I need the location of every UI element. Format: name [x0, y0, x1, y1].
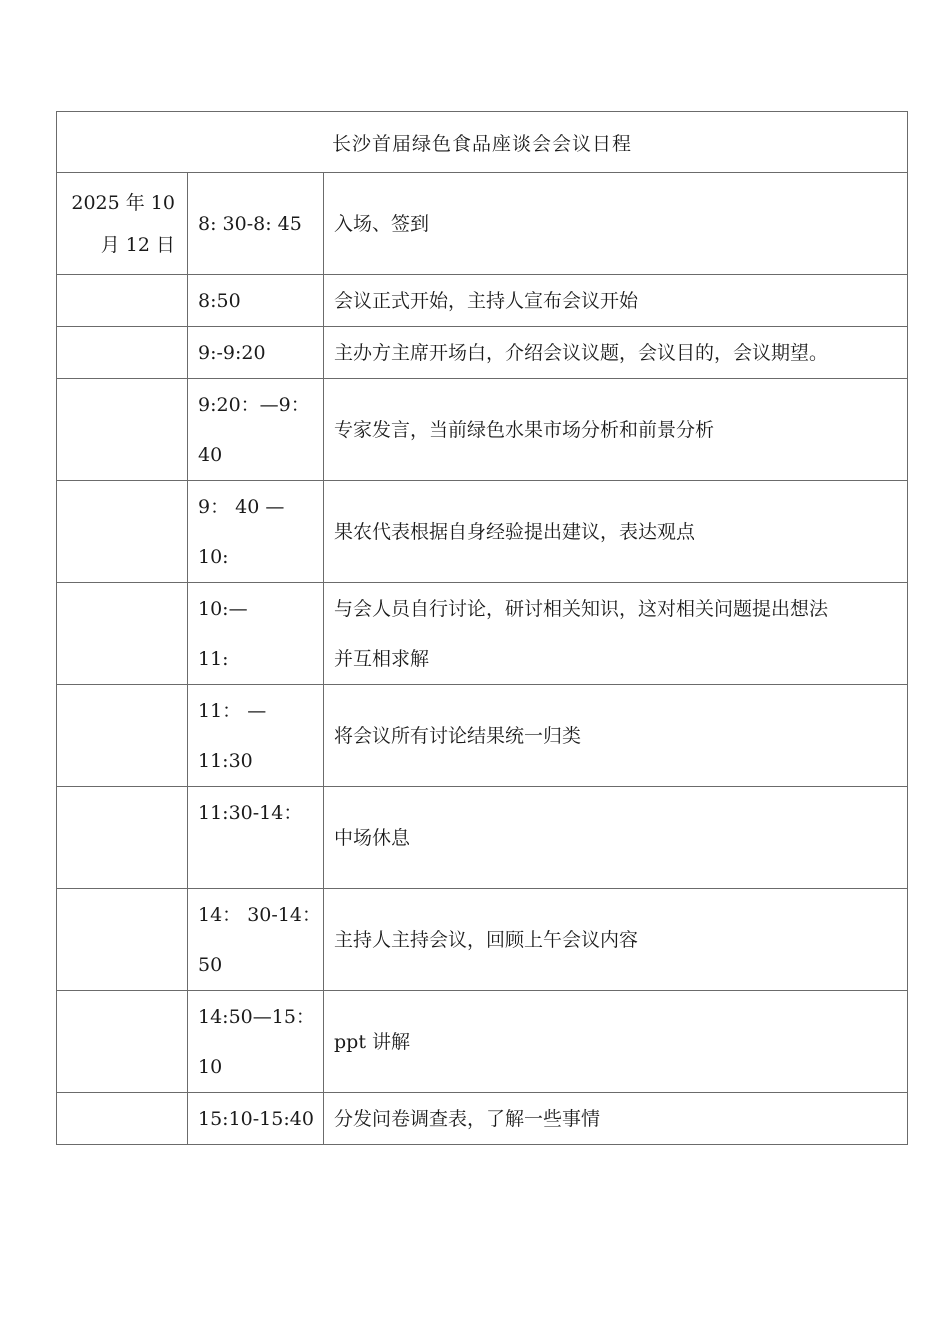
empty-date-cell — [57, 889, 188, 991]
description-cell — [324, 481, 908, 583]
title-row — [57, 112, 908, 173]
empty-date-cell — [57, 379, 188, 481]
time-cell — [188, 991, 324, 1093]
description-text: 中场休息 — [334, 826, 411, 849]
time-cell — [188, 379, 324, 481]
description-text: 与会人员自行讨论，研讨相关知识，这对相关问题提出想法 — [334, 597, 829, 620]
time-text: 50 — [198, 953, 223, 976]
time-text: 8:50 — [198, 289, 241, 312]
description-cell — [324, 275, 908, 327]
date-line: 月 12 日 — [100, 233, 175, 256]
description-text: 入场、签到 — [334, 212, 430, 235]
time-text: 9:-9:20 — [198, 341, 266, 364]
empty-date-cell — [57, 787, 188, 889]
time-text: 11: — [198, 647, 229, 670]
date-line: 2025 年 10 — [71, 191, 175, 214]
time-text: 11:30 — [198, 749, 253, 772]
description-text: 专家发言，当前绿色水果市场分析和前景分析 — [334, 418, 715, 441]
description-text: 分发问卷调查表，了解一些事情 — [334, 1107, 601, 1130]
description-text: 并互相求解 — [334, 647, 430, 670]
description-cell — [324, 787, 908, 889]
empty-date-cell — [57, 1093, 188, 1145]
empty-date-cell — [57, 991, 188, 1093]
empty-date-cell — [57, 583, 188, 685]
document-title: 长沙首届绿色食品座谈会会议日程 — [57, 112, 908, 173]
description-text: 会议正式开始，主持人宣布会议开始 — [334, 289, 639, 312]
empty-date-cell — [57, 275, 188, 327]
description-cell — [324, 379, 908, 481]
description-text: 主办方主席开场白，介绍会议议题，会议目的，会议期望。 — [334, 341, 829, 364]
time-text: 8: 30-8: 45 — [198, 212, 302, 235]
time-text: 10:— — [198, 597, 248, 620]
time-text: 40 — [198, 443, 223, 466]
time-text: 15:10-15:40 — [198, 1107, 314, 1130]
description-text: ppt 讲解 — [334, 1030, 411, 1053]
description-text: 果农代表根据自身经验提出建议，表达观点 — [334, 520, 696, 543]
time-cell — [188, 787, 324, 889]
time-text — [198, 838, 323, 888]
table-row — [57, 685, 908, 787]
time-text: 11： — — [198, 699, 267, 722]
description-text: 将会议所有讨论结果统一归类 — [334, 724, 582, 747]
table-row — [57, 481, 908, 583]
schedule-table — [56, 111, 908, 1145]
time-text: 9:20：—9： — [198, 393, 310, 416]
table-row — [57, 327, 908, 379]
table-row — [57, 1093, 908, 1145]
description-cell — [324, 583, 908, 685]
time-text: 14： 30-14： — [198, 903, 321, 926]
time-text: 10: — [198, 545, 229, 568]
empty-date-cell — [57, 685, 188, 787]
time-text: 14:50—15： — [198, 1005, 315, 1028]
time-cell — [188, 173, 324, 275]
table-row — [57, 991, 908, 1093]
table-row — [57, 275, 908, 327]
table-row — [57, 889, 908, 991]
time-cell — [188, 685, 324, 787]
time-text: 11:30-14： — [198, 801, 303, 824]
table-row — [57, 583, 908, 685]
description-cell — [324, 1093, 908, 1145]
time-cell — [188, 275, 324, 327]
description-cell — [324, 173, 908, 275]
time-text: 9： 40 — — [198, 495, 285, 518]
time-cell — [188, 1093, 324, 1145]
description-cell — [324, 327, 908, 379]
description-cell — [324, 889, 908, 991]
table-row — [57, 787, 908, 889]
description-cell — [324, 991, 908, 1093]
table-row — [57, 379, 908, 481]
table-row — [57, 173, 908, 275]
description-text: 主持人主持会议，回顾上午会议内容 — [334, 928, 639, 951]
time-cell — [188, 327, 324, 379]
time-cell — [188, 481, 324, 583]
time-text: 10 — [198, 1055, 223, 1078]
description-cell — [324, 685, 908, 787]
time-cell — [188, 583, 324, 685]
date-cell — [57, 173, 188, 275]
empty-date-cell — [57, 327, 188, 379]
empty-date-cell — [57, 481, 188, 583]
time-cell — [188, 889, 324, 991]
